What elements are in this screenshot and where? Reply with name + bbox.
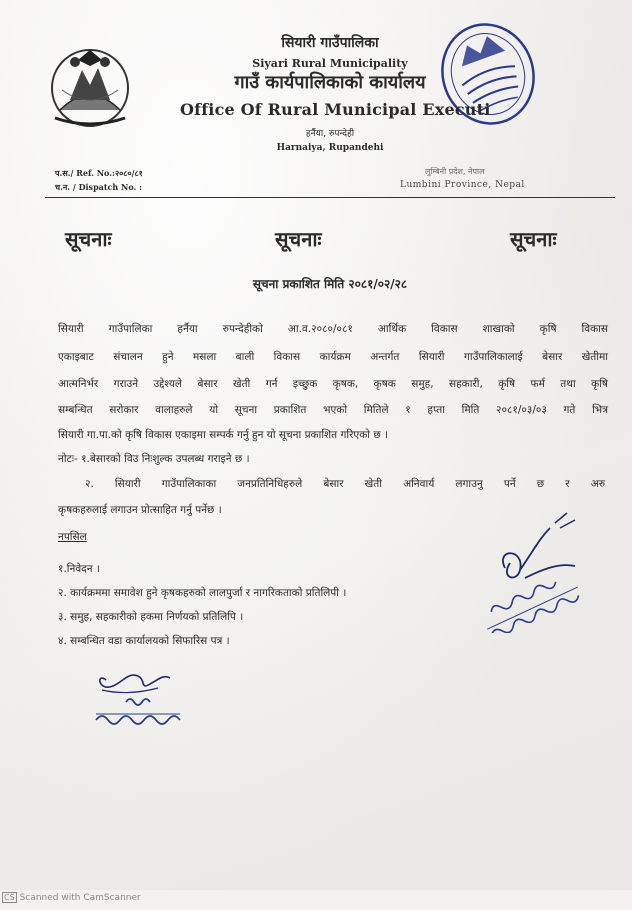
province-english: Lumbini Province, Nepal [400, 180, 525, 190]
body-line: एकाइबाट संचालन हुने मसला बाली विकास कार्यक्रम अन्तर्गत सियारी गाउँपालिकालाई बेसार खेतीमा [58, 351, 608, 363]
enclosure-item: २. कार्यक्रममा समावेश हुने कृषकहरुको लालपुर्जा र नागरिकताको प्रतिलिपी । [58, 587, 347, 599]
reference-number: प.स./ Ref. No.:२०८०/८१ [55, 168, 143, 178]
office-title-english: Office Of Rural Municipal Executi [180, 100, 491, 119]
enclosure-item: १.निवेदन । [58, 563, 100, 575]
body-line: आत्मनिर्भर गराउने उद्देश्यले बेसार खेती गर्न इच्छुक कृषक, कृषक समुह, सहकारी, कृषि फर्म तथा कृषि [58, 378, 608, 390]
enclosure-item: ४. सम्बन्धित वडा कार्यालयको सिफारिस पत्र । [58, 635, 230, 647]
officer-signature-stamp [465, 508, 605, 633]
place-english: Harnaiya, Rupandehi [276, 143, 384, 153]
section-signature-stamp [88, 662, 198, 732]
emblem-icon [40, 40, 140, 130]
body-line: सियारी गाउँपालिका हर्नैया रुपन्देहीको आ.व.२०८०/०८१ आर्थिक विकास शाखाको कृषि विकास [58, 323, 608, 335]
scanner-watermark [2, 892, 141, 903]
enclosure-heading: नपसिल [58, 531, 87, 543]
notice-heading: सूचनाः [65, 227, 112, 251]
province-nepali: लुम्बिनी प्रदेश, नेपाल [425, 167, 485, 176]
scanner-text: Scanned with CamScanner [19, 893, 141, 903]
notice-heading: सूचनाः [275, 227, 322, 251]
enclosure-item: ३. समुह, सहकारीको हकमा निर्णयको प्रतिलिपि । [58, 611, 244, 623]
body-line: सम्बन्धित सरोकार वालाहरुले यो सूचना प्रकाशित भएको मितिले १ हप्ता मिति २०८१/०३/०३ गते भित्र [58, 404, 608, 416]
body-line: सियारी गा.पा.को कृषि विकास एकाइमा सम्पर्क गर्नु हुन यो सूचना प्रकाशित गरिएको छ । [58, 429, 389, 441]
office-title-nepali: गाउँ कार्यपालिकाको कार्यालय [234, 72, 426, 93]
place-nepali: हर्नैया, रुपन्देही [305, 129, 355, 139]
note-line: कृषकहरुलाई लगाउन प्रोत्साहित गर्नु पर्नेछ । [58, 504, 222, 516]
note-line: २. सियारी गाउँपालिकाका जनप्रतिनिधिहरुले बेसार खेती अनिवार्य लगाउनु पर्ने छ र अरु [85, 478, 605, 490]
municipality-title-english: Siyari Rural Municipality [252, 57, 408, 70]
dispatch-number: च.न. / Dispatch No. : [55, 182, 143, 192]
publish-date: सूचना प्रकाशित मिति २०८१/०२/२८ [252, 277, 408, 291]
note-line: नोटः- १.बेसारको विउ निःशुल्क उपलब्ध गराइने छ । [58, 453, 250, 465]
notice-heading: सूचनाः [510, 227, 557, 251]
header-divider [45, 197, 615, 198]
camscanner-icon: CS [4, 893, 15, 902]
municipality-title-nepali: सियारी गाउँपालिका [281, 35, 379, 51]
